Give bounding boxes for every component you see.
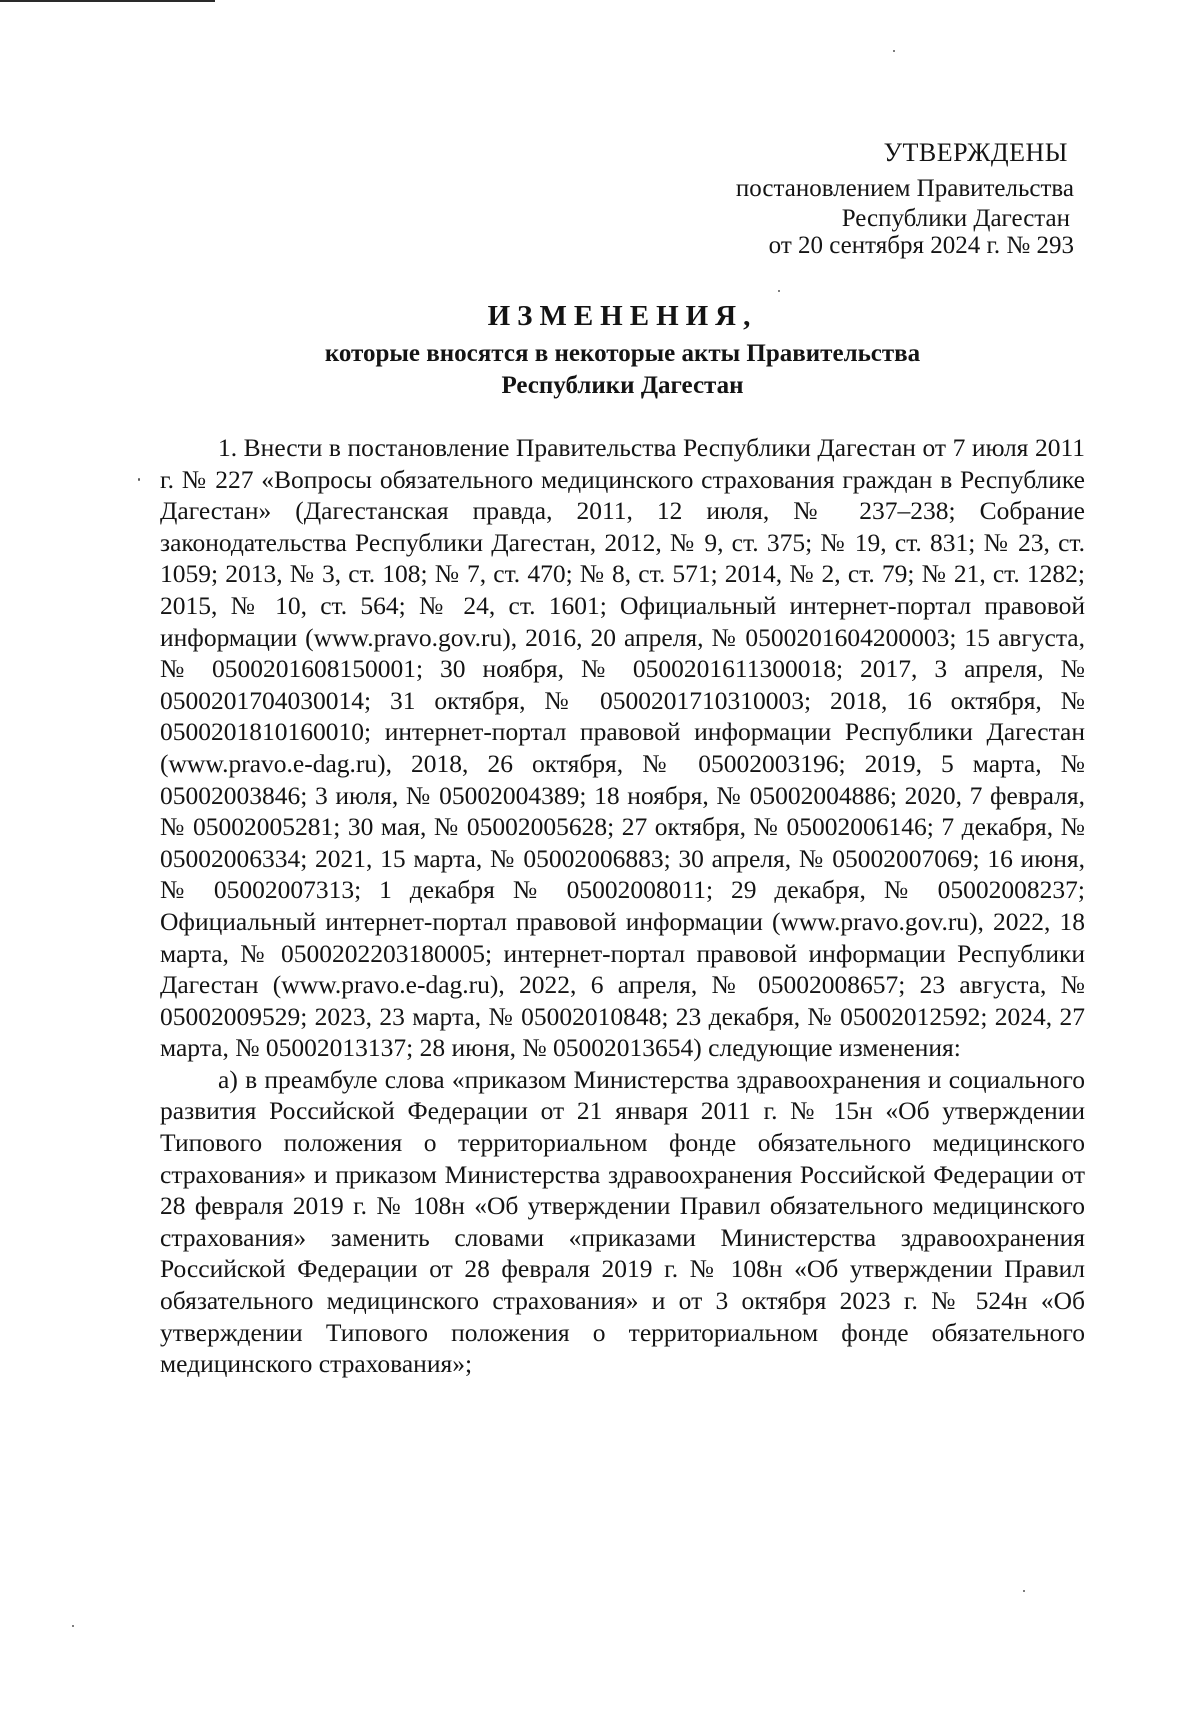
approval-line-2: Республики Дагестан bbox=[841, 205, 1070, 232]
document-heading bbox=[160, 298, 1085, 402]
document-subtitle-line-2: Республики Дагестан bbox=[501, 372, 744, 399]
approval-title: УТВЕРЖДЕНЫ bbox=[883, 138, 1068, 167]
approval-stamp bbox=[736, 138, 1074, 258]
approval-line-1: постановлением Правительства bbox=[735, 175, 1074, 202]
document-subtitle-line-1: которые вносятся в некоторые акты Правительства bbox=[324, 340, 921, 367]
scan-speck bbox=[1023, 1590, 1025, 1592]
document-title: ИЗМЕНЕНИЯ, bbox=[487, 300, 758, 332]
paragraph-a: а) в преамбуле слова «приказом Министерства здравоохранения и социального развития Российской Федерации от 21 января 2011 г. № 15н «Об утверждении Типового положения о территориальном фонде обязательного медицинского страхования» и приказом Министерства здравоохранения Российской Федерации от 28 февраля 2019 г. № 108н «Об утверждении Правил обязательного медицинского страхования» заменить словами «приказами Министерства здравоохранения Российской Федерации от 28 февраля 2019 г. № 108н «Об утверждении Правил обязательного медицинского страхования» и от 3 октября 2023 г. № 524н «Об утверждении Типового положения о территориальном фонде обязательного медицинского страхования»; bbox=[160, 1064, 1085, 1379]
scan-edge-line bbox=[0, 0, 215, 2]
paragraph-1: 1. Внести в постановление Правительства Республики Дагестан от 7 июля 2011 г. № 227 «Вопросы обязательного медицинского страхования граждан в Республике Дагестан» (Дагестанская правда, 2011, 12 июля, № 237–238; Собрание законодательства Республики Дагестан, 2012, № 9, ст. 375; № 19, ст. 831; № 23, ст. 1059; 2013, № 3, ст. 108; № 7, ст. 470; № 8, ст. 571; 2014, № 2, ст. 79; № 21, ст. 1282; 2015, № 10, ст. 564; № 24, ст. 1601; Официальный интернет-портал правовой информации (www.pravo.gov.ru), 2016, 20 апреля, № 0500201604200003; 15 августа, № 0500201608150001; 30 ноября, № 0500201611300018; 2017, 3 апреля, № 0500201704030014; 31 октября, № 0500201710310003; 2018, 16 октября, № 0500201810160010; интернет-портал правовой информации Республики Дагестан (www.pravo.e-dag.ru), 2018, 26 октября, № 05002003196; 2019, 5 марта, № 05002003846; 3 июля, № 05002004389; 18 ноября, № 05002004886; 2020, 7 февраля, № 05002005281; 30 мая, № 05002005628; 27 октября, № 05002006146; 7 декабря, № 05002006334; 2021, 15 марта, № 05002006883; 30 апреля, № 05002007069; 16 июня, № 05002007313; 1 декабря № 05002008011; 29 декабря, № 05002008237; Официальный интернет-портал правовой информации (www.pravo.gov.ru), 2022, 18 марта, № 0500202203180005; интернет-портал правовой информации Республики Дагестан (www.pravo.e-dag.ru), 2022, 6 апреля, № 05002008657; 23 августа, № 05002009529; 2023, 23 марта, № 05002010848; 23 декабря, № 05002012592; 2024, 27 марта, № 05002013137; 28 июня, № 05002013654) следующие изменения: bbox=[160, 433, 1085, 1063]
scan-speck bbox=[138, 478, 140, 481]
approval-line-3: от 20 сентября 2024 г. № 293 bbox=[768, 232, 1074, 259]
scan-speck bbox=[893, 50, 895, 52]
scan-speck bbox=[72, 1625, 74, 1627]
document-body bbox=[160, 432, 1085, 1380]
scan-speck bbox=[778, 290, 780, 292]
